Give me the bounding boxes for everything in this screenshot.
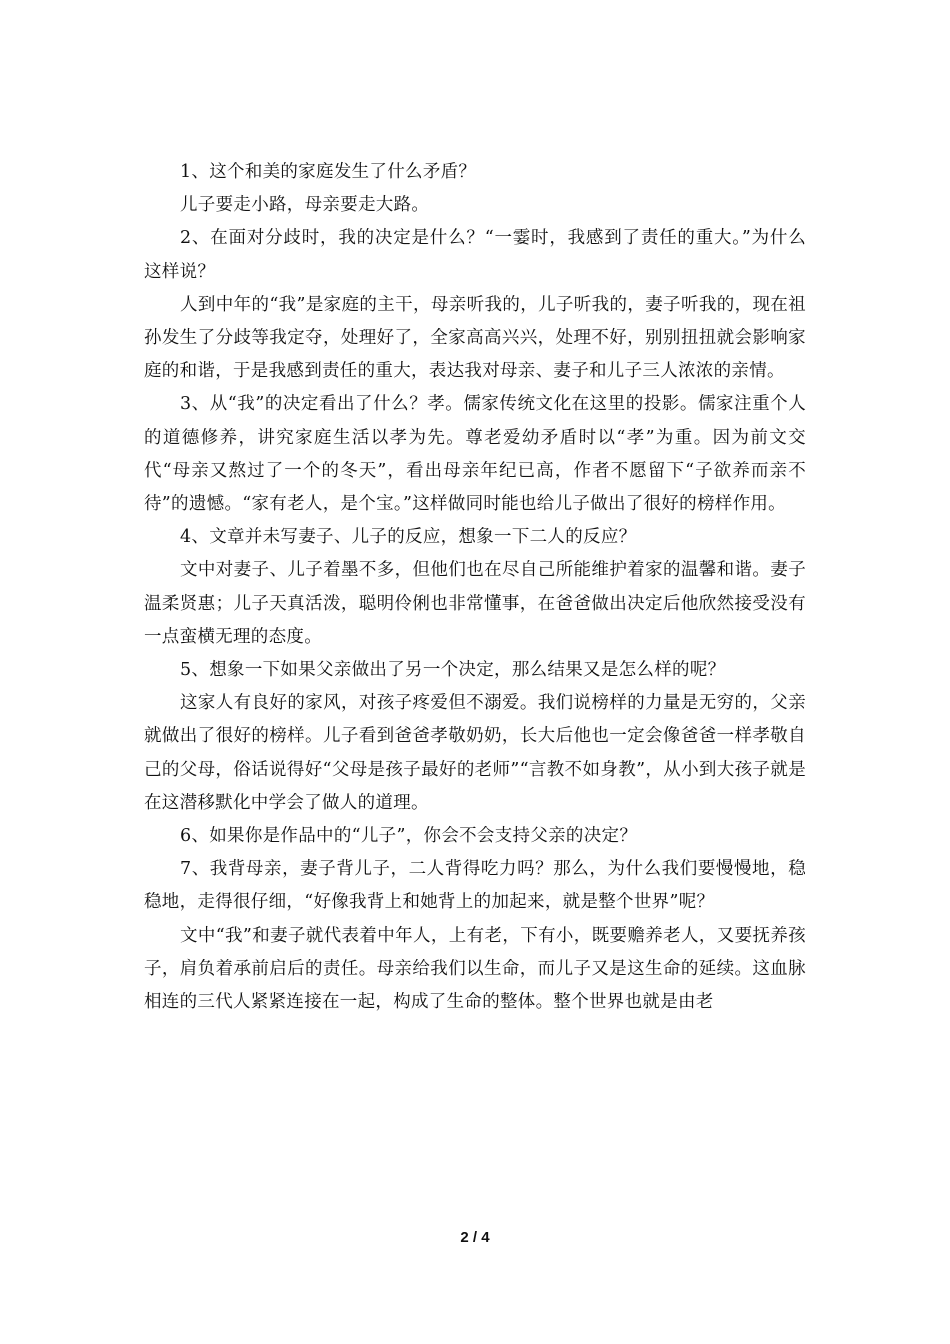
- question-5: 5、想象一下如果父亲做出了另一个决定，那么结果又是怎么样的呢？: [180, 660, 726, 681]
- answer-2: 人到中年的“我”是家庭的主干，母亲听我的，儿子听我的，妻子听我的，现在祖孙发生了分歧等我定夺，处理好了，全家高高兴兴，处理不好，别别扭扭就会影响家庭的和谐，于是我感到责任的重大，表达我对母亲、妻子和儿子三人浓浓的亲情。: [144, 294, 806, 382]
- answer-7: 文中“我”和妻子就代表着中年人，上有老，下有小，既要赡养老人，又要抚养孩子，肩负着承前启后的责任。母亲给我们以生命，而儿子又是这生命的延续。这血脉相连的三代人紧紧连接在一起，构成了生命的整体。整个世界也就是由老: [144, 925, 806, 1013]
- question-answer-3: 3、从“我”的决定看出了什么？孝。儒家传统文化在这里的投影。儒家注重个人的道德修养，讲究家庭生活以孝为先。尊老爱幼矛盾时以“孝”为重。因为前文交代“母亲又熬过了一个的冬天”，看出母亲年纪已高，作者不愿留下“子欲养而亲不待”的遗憾。“家有老人，是个宝。”这样做同时能也给儿子做出了很好的榜样作用。: [144, 394, 806, 515]
- answer-4: 文中对妻子、儿子着墨不多，但他们也在尽自己所能维护着家的温馨和谐。妻子温柔贤惠；儿子天真活泼，聪明伶俐也非常懂事，在爸爸做出决定后他欣然接受没有一点蛮横无理的态度。: [144, 560, 806, 647]
- question-4: 4、文章并未写妻子、儿子的反应，想象一下二人的反应？: [180, 527, 637, 548]
- document-body: [144, 156, 806, 1019]
- question-1: 1、这个和美的家庭发生了什么矛盾？: [180, 162, 477, 182]
- question-2: 2、在面对分歧时，我的决定是什么？“一霎时，我感到了责任的重大。”为什么这样说？: [144, 228, 806, 282]
- question-7: 7、我背母亲，妻子背儿子，二人背得吃力吗？那么，为什么我们要慢慢地，稳稳地，走得很仔细，“好像我背上和她背上的加起来，就是整个世界”呢？: [144, 859, 806, 913]
- page-number: 2 / 4: [460, 1229, 490, 1246]
- answer-1: 儿子要走小路，母亲要走大路。: [180, 195, 430, 216]
- answer-5: 这家人有良好的家风，对孩子疼爱但不溺爱。我们说榜样的力量是无穷的，父亲就做出了很好的榜样。儿子看到爸爸孝敬奶奶，长大后他也一定会像爸爸一样孝敬自己的父母，俗话说得好“父母是孩子最好的老师”“言教不如身教”，从小到大孩子就是在这潜移默化中学会了做人的道理。: [144, 693, 806, 813]
- question-6: 6、如果你是作品中的“儿子”，你会不会支持父亲的决定？: [180, 826, 638, 847]
